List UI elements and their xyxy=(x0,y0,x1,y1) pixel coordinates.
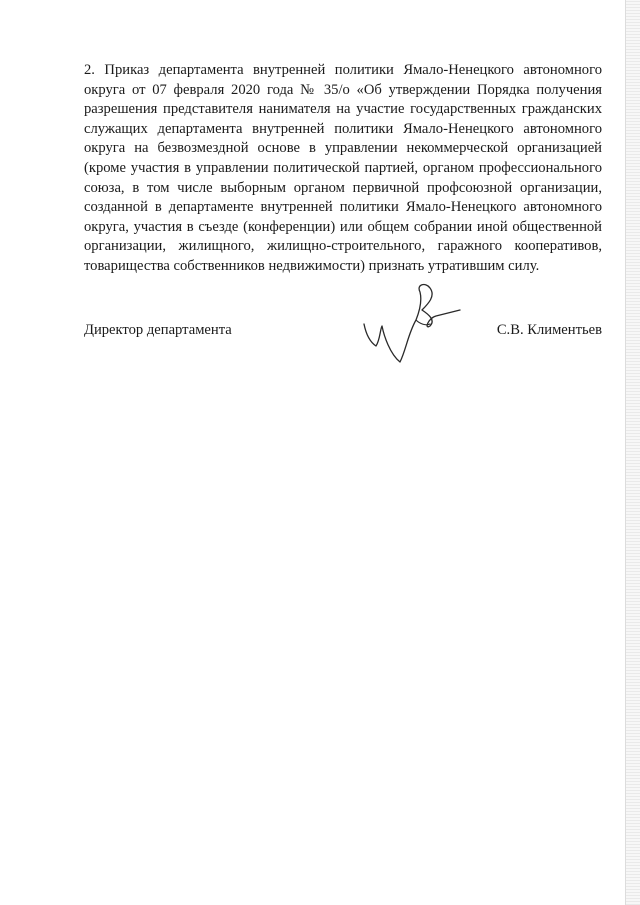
signatory-name: С.В. Климентьев xyxy=(496,322,602,338)
signatory-position: Директор департамента xyxy=(84,322,232,338)
paragraph-item-2: 2. Приказ департамента внутренней политики Ямало-Ненецкого автономного округа от 07 февраля 2020 года № 35/о «Об утверждении Порядка получения разрешения представителя нанимателя на участие государственных гражданских служащих департамента внутренней политики Ямало-Ненецкого автономного округа на безвозмездной основе в управлении некоммерческой организацией (кроме участия в управлении политической партией, органом профессионального союза, в том числе выборным органом первичной профсоюзной организации, созданной в департаменте внутренней политики Ямало-Ненецкого автономного округа, участия в съезде (конференции) или общем собрании иной общественной организации, жилищного, жилищно-строительного, гаражного кооперативов, товарищества собственников недвижимости) признать утратившим силу. xyxy=(84,62,602,274)
handwritten-signature xyxy=(356,280,466,370)
scan-edge-strip xyxy=(625,0,640,905)
signature-block xyxy=(84,322,602,346)
